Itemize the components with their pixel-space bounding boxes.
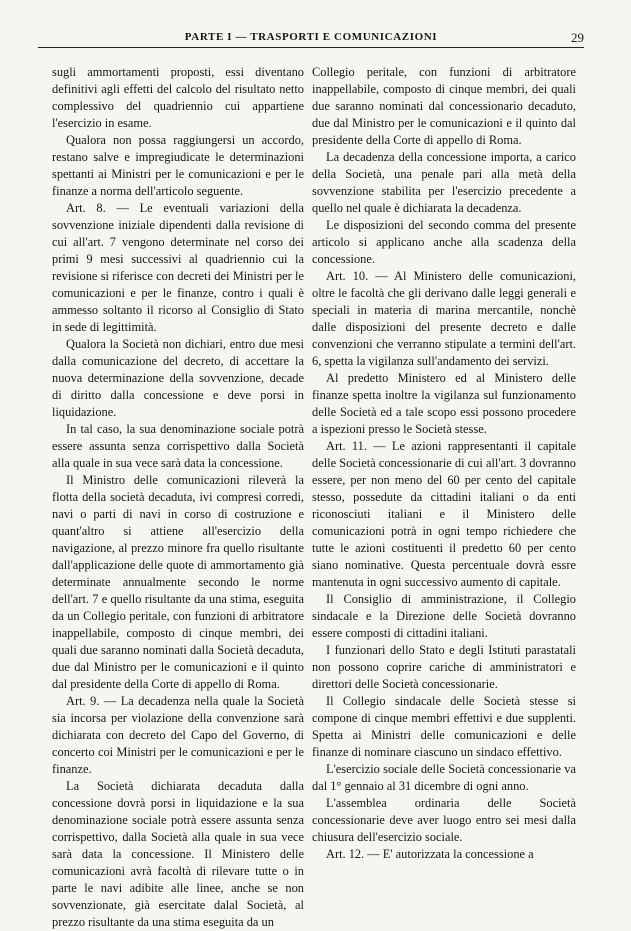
paragraph-art-12: Art. 12. — E' autorizzata la concessione a: [326, 847, 534, 861]
paragraph: Qualora la Società non dichiari, entro due mesi dalla comunicazione del decreto, di accettare la nuova determinazione della sovvenzione, decade di diritto dalla concessione e deve porsi in liquidazione.: [52, 337, 304, 419]
paragraph: I funzionari dello Stato e degli Istituti parastatali non possono coprire cariche di amministratori e direttori delle Società concessionarie.: [312, 643, 576, 691]
paragraph: La Società dichiarata decaduta dalla concessione dovrà porsi in liquidazione e la sua denominazione sociale potrà essere assunta senza corrispettivo, dalla Società alla quale in sua vece sarà data la concessione. Il Ministero delle comunicazioni avrà facoltà di rilevare tutte o in parte le navi adibite alle linee, anche se non sovvenzionate, già esercitate dalal Società, al prezzo risultante da una stima eseguita da un: [52, 779, 304, 929]
right-column: [312, 64, 576, 863]
paragraph: L'assemblea ordinaria delle Società concessionarie deve aver luogo entro sei mesi dalla chiusura dell'esercizio sociale.: [312, 796, 576, 844]
paragraph-art-11: Art. 11. — Le azioni rappresentanti il capitale delle Società concessionarie di cui all'art. 3 dovranno essere, per non meno del 60 per cento del capitale stesso, possedute da cittadini italiani o da enti riconosciuti italiani e il Ministero delle comunicazioni potrà in ogni tempo richiedere che tutte le azioni costituenti il predetto 60 per cento siano nominative. Questa percentuale dovrà essre mantenuta in ogni successivo aumento di capitale.: [312, 439, 576, 589]
page-number: 29: [571, 30, 584, 45]
paragraph: Qualora non possa raggiungersi un accordo, restano salve e impregiudicate le determinazioni spettanti ai Ministri per le comunicazioni e per le finanze a norma dell'articolo seguente.: [52, 133, 304, 198]
paragraph-art-8: Art. 8. — Le eventuali variazioni della sovvenzione iniziale dipendenti dalla revisione di cui all'art. 7 vengono determinate nel corso dei primi 9 mesi successivi al quadriennio cui la revisione si riferisce con decreti dei Ministri per le comunicazioni e per le finanze, contro i quali è ammesso soltanto il ricorso al Consiglio di Stato in sede di legittimità.: [52, 201, 304, 334]
paragraph: Collegio peritale, con funzioni di arbitratore inappellabile, composto di cinque membri, dei quali due saranno nominati dal concessionario decaduto, due dal Ministro per le comunicazioni e il quinto dal presidente della Corte di appello di Roma.: [312, 65, 576, 147]
paragraph: sugli ammortamenti proposti, essi diventano definitivi agli effetti del calcolo del risultato netto complessivo del quadriennio cui appartiene l'esercizio in esame.: [52, 65, 304, 130]
paragraph: La decadenza della concessione importa, a carico della Società, una penale pari alla metà della sovvenzione stabilita per l'esercizio precedente a quello nel quale è dichiarata la decadenza.: [312, 150, 576, 215]
left-column: [52, 64, 304, 931]
page-header: [38, 31, 584, 47]
paragraph: L'esercizio sociale delle Società concessionarie va dal 1° gennaio al 31 dicembre di ogni anno.: [312, 762, 576, 793]
paragraph: Il Consiglio di amministrazione, il Collegio sindacale e la Direzione delle Società dovranno essere composti di cittadini italiani.: [312, 592, 576, 640]
paragraph: In tal caso, la sua denominazione sociale potrà essere assunta senza corrispettivo dalla Società alla quale in sua vece sarà data la concessione.: [52, 422, 304, 470]
running-title: PARTE I — TRASPORTI E COMUNICAZIONI: [184, 31, 438, 43]
paragraph-art-10: Art. 10. — Al Ministero delle comunicazioni, oltre le facoltà che gli derivano dalle leggi generali e speciali in materia di marina mercantile, nonchè dalle disposizioni del presente decreto e dalle convenzioni che verranno stipulate a termini dell'art. 6, spetta la vigilanza sull'andamento dei servizi.: [312, 269, 576, 368]
paragraph: Il Collegio sindacale delle Società stesse si compone di cinque membri effettivi e due supplenti. Spetta ai Ministri delle comunicazioni e delle finanze di nominare ciascuno un sindaco effettivo.: [312, 694, 576, 759]
paragraph: Il Ministro delle comunicazioni rileverà la flotta della società decaduta, ivi compresi corredi, navi o parti di navi in corso di costruzione e quant'altro si attiene all'esercizio della navigazione, al prezzo minore fra quello risultante dall'applicazione delle quote di ammortamento già determinate annualmente secondo le norme dell'art. 7 e quello risultante da una stima, eseguita da un Collegio peritale, con funzioni di arbitratore inappellabile, composto di cinque membri, dei quali due saranno nominati dalla Società decaduta, due dal Ministro per le comunicazioni e il quinto dal presidente della Corte di appello di Roma.: [52, 473, 304, 691]
paragraph: Le disposizioni del secondo comma del presente articolo si applicano anche alla scadenza della concessione.: [312, 218, 576, 266]
paragraph: Al predetto Ministero ed al Ministero delle finanze spetta inoltre la vigilanza sul funzionamento delle Società ed a tale scopo essi possono procedere a ispezioni presso le Società stesse.: [312, 371, 576, 436]
header-rule: [38, 47, 584, 48]
paragraph-art-9: Art. 9. — La decadenza nella quale la Società sia incorsa per violazione della convenzione sarà dichiarata con decreto del Capo del Governo, di concerto coi Ministri per le comunicazioni e per le finanze.: [52, 694, 304, 776]
